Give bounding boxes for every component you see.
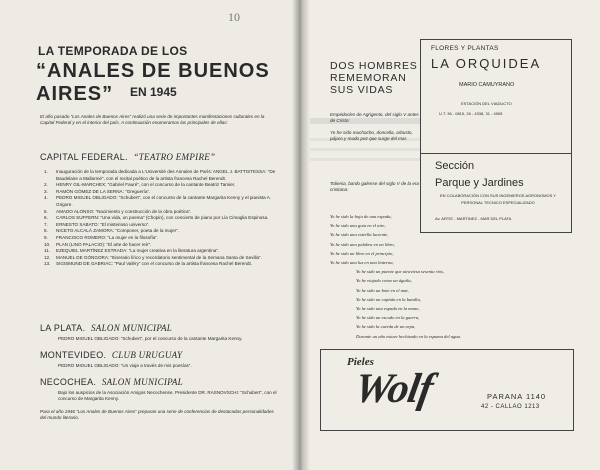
capital-item-text: Inauguración de la temporada dedicada a L'Université des Annales de París: ANGEL J. BATTISTESSA: “De Baudelaire a Mallarmé”, con el recital poético de la artista francesa Rachel Berendt. <box>56 169 276 181</box>
capital-item <box>44 255 280 262</box>
ad-wolf-logo: Wolf <box>350 366 436 412</box>
poem-line: Yo he sido un puente que atraviesa sesenta ríos, <box>356 269 444 275</box>
capital-item-text: EZEQUIEL MARTÍNEZ ESTRADA: “La mujer creativa en la literatura argentina”. <box>56 248 220 254</box>
page-number: 10 <box>228 10 240 24</box>
poem-line: Yo he sido una espada en la mano, <box>356 306 420 312</box>
ad-orquidea-note: ESTACIÓN DEL VIADUCTO <box>461 101 512 106</box>
capital-item <box>44 195 280 208</box>
capital-item-number: 11. <box>44 248 51 254</box>
capital-item-number: 9. <box>44 234 48 240</box>
capital-item-number: 1. <box>44 169 48 174</box>
section-montevideo-heading: MONTEVIDEO. <box>40 350 107 360</box>
poem-line: Yo he sido un libro en el principio, <box>330 250 394 256</box>
poem-line: Yo he sido un bote en el mar, <box>356 287 409 293</box>
capital-item-text: AMADO ALONSO: “Nacimiento y construcción de la obra poética”. <box>56 208 192 214</box>
ad-orquidea-tagline: FLORES Y PLANTAS <box>431 45 499 52</box>
poem-line: Yo he sido una luz en una linterna, <box>330 260 394 266</box>
capital-item-text: SIGISMUND DE GABRIAC: “Paul Valéry” con el concurso de la artista francesa Rachel Berendt. <box>56 261 252 267</box>
poem-title <box>330 60 418 96</box>
poem-intro-text: Empédocles de Agrigento, del siglo V antes de Cristo: <box>330 112 419 123</box>
capital-item-number: 13. <box>44 261 51 267</box>
intro-paragraph: El año pasado “Los Anales de Buenos Aires” realizó una serie de importantes manifestaciones culturales en la Capital Federal y en el interior del país. A continuación enumeramos las principales de ellas: <box>40 114 265 125</box>
capital-item <box>44 261 280 268</box>
poem-intro-two: Tolienia, bardo galense del siglo V de la era cristiana: <box>330 181 419 192</box>
ad-parque-address: Av. ARTIE - MARTINEZ - MAR DEL PLATA <box>435 216 512 221</box>
capital-item <box>44 169 280 182</box>
poem-part-one: Yo he sido muchacho, doncella, arbusto, pájaro y mudo pez que surge del mar. <box>330 130 413 141</box>
capital-item-number: 8. <box>44 228 48 234</box>
ad-orquidea-name: LA ORQUIDEA <box>431 56 542 71</box>
poem-line: Yo he sido un capitán en la batalla, <box>356 296 421 302</box>
section-necochea-heading: NECOCHEA. <box>40 377 97 387</box>
capital-item-text: NICETO ALCALÁ ZAMORA: “Componer, poeta de la mujer”. <box>56 228 179 234</box>
section-necochea-venue: SALON MUNICIPAL <box>101 377 183 387</box>
capital-item <box>44 235 280 242</box>
capital-item-text: PEDRO MIGUEL OBLIGADO: “Schubert”, con el concurso de la cantante Margarita Kenny y el pianista A. Grigore. <box>56 195 272 207</box>
footer-note: Para el año 1946 “Los Anales de Buenos Aires” preparan una serie de conferencias de destacadas personalidades del mundo literario. <box>40 409 274 420</box>
capital-item-text: FRANCISCO ROMERO: “La mujer en la filosofía”. <box>56 234 159 240</box>
ad-pieles-wolf <box>320 349 574 431</box>
poem-line: Yo he viajado como un águila, <box>356 278 412 284</box>
capital-item <box>44 215 280 222</box>
title-line-1: LA TEMPORADA DE LOS <box>38 44 188 58</box>
capital-item-number: 2. <box>44 182 48 188</box>
capital-item <box>44 248 280 255</box>
capital-item-number: 6. <box>44 215 48 221</box>
montevideo-text: PEDRO MIGUEL OBLIGADO: “Un viaje a través de mis poesías”. <box>58 363 192 368</box>
section-capital-heading: CAPITAL FEDERAL. <box>40 152 128 162</box>
capital-item-text: MANUEL DE GÓNGORA: “Itinerario lírico y recordatorio sentimental de la Semana Santa de Sevilla”. <box>56 254 262 260</box>
capital-item-text: ERNESTO SABATO: “El misterioso universo”. <box>56 221 150 227</box>
poem-intro <box>330 112 425 142</box>
poem-line: Yo he sido la hoja de una espada, <box>330 214 392 219</box>
ad-parque-line2: Parque y Jardines <box>435 177 524 189</box>
ad-orquidea-top <box>421 40 571 154</box>
section-capital <box>40 152 215 162</box>
capital-item-number: 4. <box>44 195 48 201</box>
capital-item-number: 5. <box>44 208 48 214</box>
poem-line: Yo he sido la cuerda de un arpa, <box>356 324 416 330</box>
capital-item <box>44 209 280 216</box>
poem-title-line: REMEMORAN <box>330 72 407 84</box>
capital-item-number: 10. <box>44 241 51 247</box>
ad-wolf-phone: 42 - CALLAO 1213 <box>481 404 540 410</box>
ad-wolf-street: PARANA 1140 <box>487 392 547 401</box>
title-year: EN 1945 <box>130 85 177 99</box>
ad-parque-desc: EN COLABORACIÓN CON SUS INGENIEROS AGRONOMOS Y PERSONAL TECNICO ESPECIALIZADO <box>440 193 556 205</box>
capital-item-number: 3. <box>44 188 48 194</box>
book-spine-shadow <box>292 0 310 470</box>
ad-parque-line1: Sección <box>435 160 475 172</box>
ad-la-orquidea <box>420 39 572 233</box>
poem-line: Yo he sido un escudo en la guerra, <box>356 315 420 321</box>
poem-line: Yo he sido una palabra en un libro, <box>330 241 395 247</box>
section-capital-venue: “TEATRO EMPIRE” <box>133 152 216 162</box>
section-montevideo <box>40 350 182 360</box>
necochea-text: Bajo los auspicios de la Asociación Amigos Necochense, Presidente DR. RASNOVSCHI: “Schubert”, con el concurso de Margarita Kenny. <box>58 390 277 401</box>
page-title: “ANALES DE BUENOS AIRES” <box>36 60 270 105</box>
section-montevideo-venue: CLUB URUGUAY <box>111 350 183 360</box>
poem-line: Yo he sido una estrella luciente, <box>330 232 389 238</box>
capital-item-text: CARLOS SUFFERN: “Una vida, un poema” (Chopin), con concierto de piano por Lía Cimaglia Espinosa. <box>56 215 269 221</box>
poem-line: Durante un año estuve hechizado en la espuma del agua. <box>356 333 462 339</box>
capital-item <box>44 182 280 189</box>
section-laplata <box>40 323 172 333</box>
capital-item-number: 7. <box>44 221 48 227</box>
capital-item-number: 12. <box>44 254 51 260</box>
capital-item-text: PLAN (LINO PALACIO): “El arte de hacer reír”. <box>56 241 152 247</box>
section-necochea <box>40 377 183 387</box>
poem-title-line: SUS VIDAS <box>330 84 394 96</box>
poem-line: Yo he sido una gota en el aire, <box>330 223 386 229</box>
section-laplata-venue: SALON MUNICIPAL <box>91 323 173 333</box>
capital-item <box>44 228 280 235</box>
capital-items-list <box>44 169 280 268</box>
ad-orquidea-owner: MARIO CAMUYRANO <box>459 82 515 88</box>
ad-orquidea-phones: U.T. 36 - 0815, 26 - 4338, 31 - 4905 <box>439 111 503 116</box>
section-laplata-heading: LA PLATA. <box>40 323 86 333</box>
capital-item-text: HENRY GIL-MARCHEX: “Gabriel Fauré”, con el concurso de la cantante Beatriz Tamier. <box>56 182 236 188</box>
ad-wolf-pieles: Pieles <box>347 356 374 368</box>
capital-item-text: RAMÓN GÓMEZ DE LA SERNA: “Greguería”. <box>56 188 151 194</box>
poem-title-line: DOS HOMBRES <box>330 60 418 72</box>
laplata-text: PEDRO MIGUEL OBLIGADO: “Schubert”, por el concurso de la cantante Margarita Kenny. <box>58 336 243 341</box>
capital-item <box>44 189 280 196</box>
